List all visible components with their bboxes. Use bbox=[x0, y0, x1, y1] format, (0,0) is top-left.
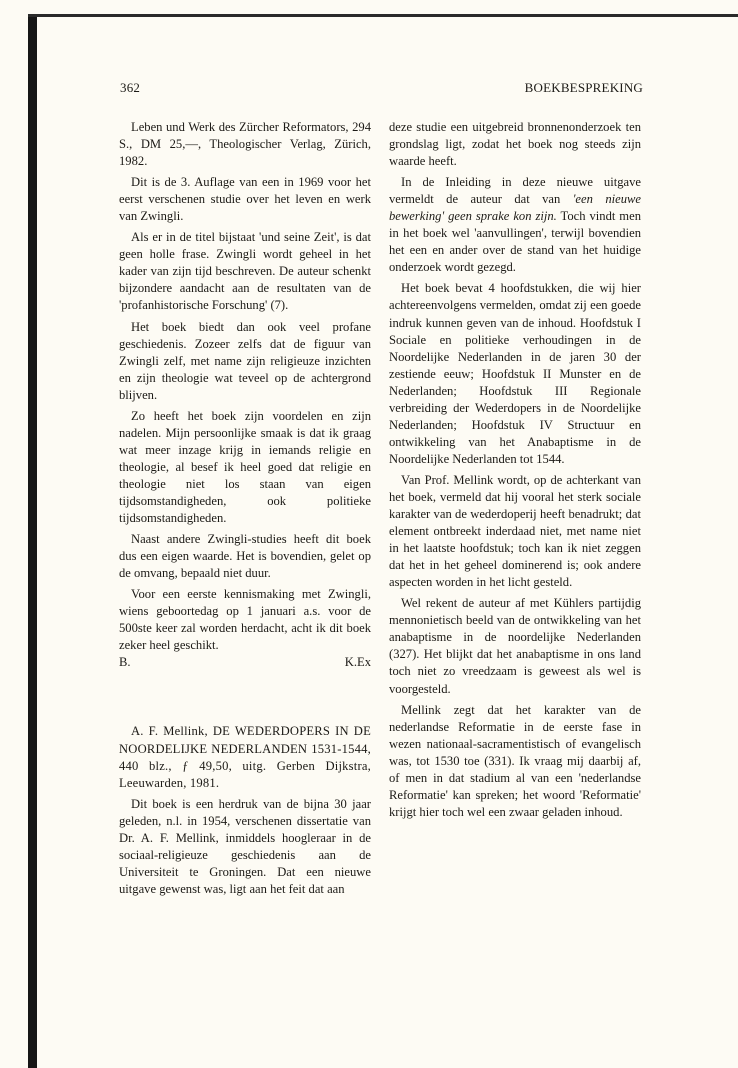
review2-paragraph: Van Prof. Mellink wordt, op de achterkant van het boek, vermeld dat hij vooral het sterk sociale karakter van de wederdoperij heeft benadrukt; dat element ontbreekt inderdaad niet, met name niet in het laatste hoofdstuk; toch kan ik niet zeggen dat het in het geheel dominerend is; ook andere aspecten worden in het licht gesteld. bbox=[389, 472, 641, 590]
review2-paragraph-inleiding bbox=[389, 174, 641, 276]
right-column bbox=[389, 119, 641, 821]
signature-initial: B. bbox=[119, 655, 131, 670]
review1-paragraph: Voor een eerste kennismaking met Zwingli, wiens geboortedag op 1 januari a.s. voor de 500ste keer zal worden herdacht, acht ik dit boek zeker heel geschikt. bbox=[119, 587, 371, 653]
scan-edge-left bbox=[28, 14, 37, 1068]
inleiding-text-end: Toch vindt men in het boek wel 'aanvullingen', terwijl bovendien het een en ander over de stand van het huidige onderzoek wordt gezegd. bbox=[389, 209, 641, 275]
review2-paragraph: Dit boek is een herdruk van de bijna 30 jaar geleden, n.l. in 1954, verschenen dissertatie van Dr. A. F. Mellink, inmiddels hoogleraar in de sociaal-religieuze geschiedenis aan de Universiteit te Groningen. Dat een nieuwe uitgave gewenst was, ligt aan het feit dat aan bbox=[119, 796, 371, 896]
page-number: 362 bbox=[120, 80, 141, 95]
review1-paragraph: Als er in de titel bijstaat 'und seine Zeit', is dat geen holle frase. Zwingli wordt geheel in het kader van zijn tijd beschreven. De auteur schenkt bijzondere aandacht aan de resultaten van de 'profanhistorische Forschung' (7). bbox=[119, 230, 371, 313]
review2-paragraph: Mellink zegt dat het karakter van de nederlandse Reformatie in de eerste fase in wezen nationaal-sacramentistisch of evangelisch was, tot 1530 toe (331). Ik vraag mij daarbij af, of men in dat stadium al van een 'nederlandse Reformatie' kan spreken; het woord 'Reformatie' krijgt hier toch wel een zwaar geladen inhoud. bbox=[389, 702, 641, 819]
review2-publication-details: 440 blz., ƒ 49,50, uitg. Gerben Dijkstra, Leeuwarden, 1981. bbox=[119, 758, 371, 790]
inleiding-quote: 'een nieuwe bewerking' geen sprake kon zijn. bbox=[389, 192, 641, 224]
reviewer-signature bbox=[119, 654, 371, 671]
review1-bibliography: Leben und Werk des Zürcher Reformators, 294 S., DM 25,—, Theologischer Verlag, Zürich, 1982. bbox=[119, 120, 371, 169]
review2-paragraph: Het boek bevat 4 hoofdstukken, die wij hier achtereenvolgens vermelden, omdat zij een goede indruk kunnen geven van de inhoud. Hoofdstuk I Sociale en politieke verhoudingen in de Noordelijke Nederlanden in de jaren 30 der zestiende eeuw; Hoofdstuk II Munster en de Nederlanden; Hoofdstuk III Regionale verbreiding der Wederdopers in de Noordelijke Nederlanden; Hoofdstuk IV Structuur en ontwikkeling van het Anabaptisme in de Noordelijke Nederlanden tot 1544. bbox=[389, 281, 641, 466]
review1-paragraph: Dit is de 3. Auflage van een in 1969 voor het eerst verschenen studie over het leven en werk van Zwingli. bbox=[119, 175, 371, 224]
scan-edge-top bbox=[28, 14, 738, 17]
review1-paragraph: Zo heeft het boek zijn voordelen en zijn nadelen. Mijn persoonlijke smaak is dat ik graag wat meer inzage krijg in iemands religie en theologie, al besef ik heel goed dat religie en theologie niet los staan van eigen tijdsomstandigheden, ook politieke tijdsomstandigheden. bbox=[119, 408, 371, 526]
left-column bbox=[119, 119, 371, 898]
review2-title: A. F. Mellink, DE WEDERDOPERS IN DE NOORDELIJKE NEDERLANDEN 1531-1544, bbox=[119, 724, 371, 756]
review2-paragraph: Wel rekent de auteur af met Kühlers partijdig mennonietisch beeld van de ontwikkeling van het anabaptisme in de noordelijke Nederlanden (327). Het blijkt dat het anabaptisme in ons land toch niet zo vreedzaam is geweest als wel is voorgesteld. bbox=[389, 596, 641, 696]
section-divider-space bbox=[119, 671, 371, 723]
running-title: BOEKBESPREKING bbox=[524, 80, 643, 95]
review2-bibliography bbox=[119, 723, 371, 791]
signature-name: K.Ex bbox=[344, 655, 371, 670]
review1-paragraph: Het boek biedt dan ook veel profane geschiedenis. Zozeer zelfs dat de figuur van Zwingli zelf, met name zijn religieuze inzichten en zijn theologie wat teveel op de achtergrond blijven. bbox=[119, 319, 371, 402]
review1-paragraph: Naast andere Zwingli-studies heeft dit boek dus een eigen waarde. Het is bovendien, gelet op de omvang, bepaald niet duur. bbox=[119, 532, 371, 581]
inleiding-text: In de Inleiding in deze nieuwe uitgave vermeldt de auteur dat van bbox=[389, 175, 641, 207]
review2-continuation: deze studie een uitgebreid bronnenonderzoek ten grondslag ligt, zodat het boek nog steeds zijn waarde heeft. bbox=[389, 120, 641, 169]
